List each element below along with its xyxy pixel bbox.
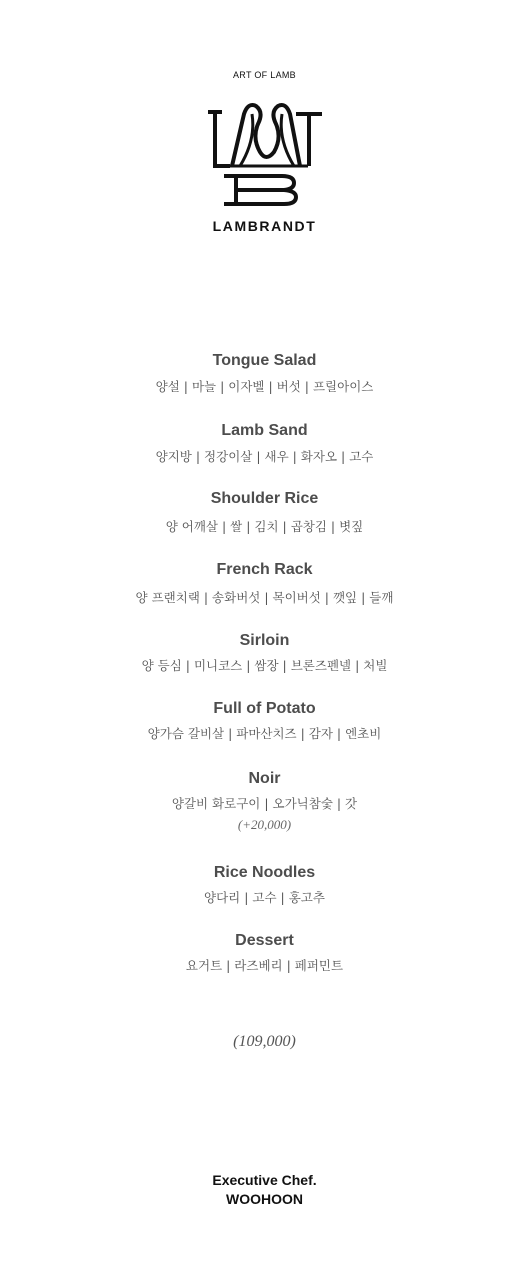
course-description: 양 등심 | 미니코스 | 쌈장 | 브론즈펜넬 | 처빌 [141, 658, 388, 673]
course-surcharge: (+20,000) [237, 817, 292, 832]
course-description: 요거트 | 라즈베리 | 페퍼민트 [185, 958, 344, 973]
chef-title: Executive Chef. [212, 1172, 317, 1188]
course-name: Dessert [235, 932, 294, 949]
lambrandt-logo [204, 100, 326, 208]
course-name: Sirloin [239, 632, 290, 649]
course-name: Full of Potato [213, 700, 316, 717]
course-description: 양지방 | 정강이살 | 새우 | 화자오 | 고수 [155, 449, 374, 464]
course-description: 양설 | 마늘 | 이자벨 | 버섯 | 프릴아이스 [155, 379, 374, 394]
course-name: Lamb Sand [221, 422, 308, 439]
course-name: Shoulder Rice [210, 490, 319, 507]
course-name: Rice Noodles [213, 864, 316, 881]
course-name: Tongue Salad [212, 352, 317, 369]
course-name: French Rack [216, 561, 313, 578]
tagline: ART OF LAMB [233, 70, 296, 80]
menu-price: (109,000) [233, 1033, 296, 1050]
course-description: 양다리 | 고수 | 홍고추 [204, 890, 325, 905]
course-description: 양 프랜치랙 | 송화버섯 | 목이버섯 | 깻잎 | 들깨 [135, 590, 394, 605]
chef-name: WOOHOON [226, 1191, 303, 1207]
brand-name: LAMBRANDT [212, 218, 317, 234]
course-description: 양 어깨살 | 쌀 | 김치 | 곱창김 | 볏짚 [165, 519, 364, 534]
course-description: 양가슴 갈비살 | 파마산치즈 | 감자 | 엔초비 [147, 726, 382, 741]
course-description: 양갈비 화로구이 | 오가닉참숯 | 갓 [171, 796, 358, 811]
course-name: Noir [248, 770, 281, 787]
